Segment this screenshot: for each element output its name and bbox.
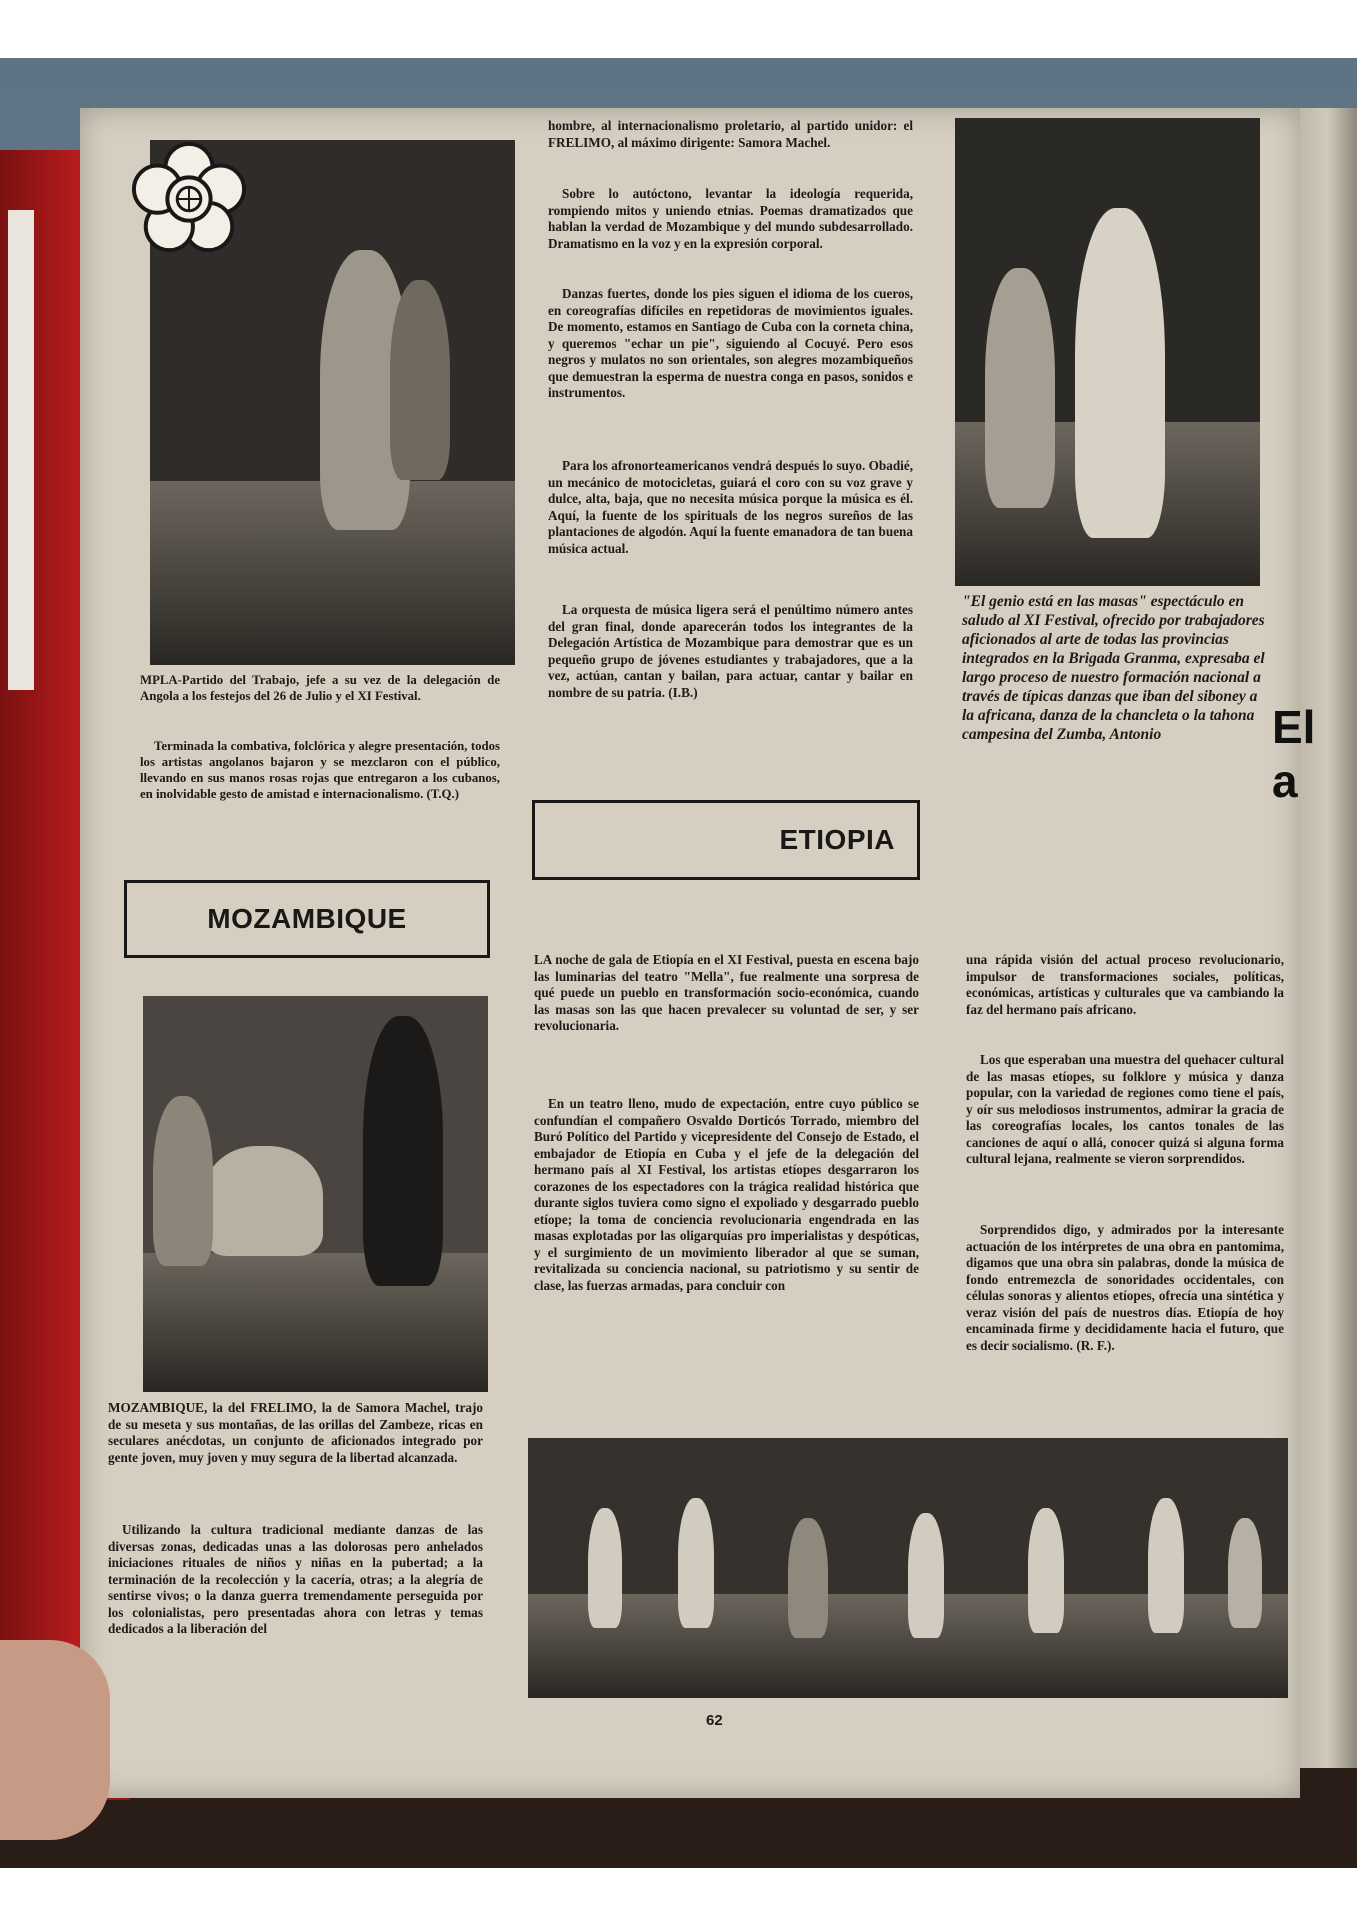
dancer-figure [985, 268, 1055, 508]
ideology-paragraph: Sobre lo autóctono, levantar la ideología requerida, rompiendo mitos y uniendo etnias. Poemas dramatizados que hablan la verdad de Mozambique y del mundo subdesarrollado. Dramatismo en la voz y en la expresión corporal. [548, 186, 913, 251]
etiopia-pantomime-paragraph: Sorprendidos digo, y admirados por la interesante actuación de los intérpretes de una obra en pantomima, digamos que una obra sin palabras, donde la música de fondo entremezcla de sonoridades occidentales, con células sonoras y alientos etíopes, ofrecía una sintética y veraz visión del país de nuestros días. Etiopía de hoy encaminada firme y decididamente hacia el futuro, que es decir socialismo. (R. F.). [966, 1222, 1284, 1353]
etiopia-intro-paragraph: LA noche de gala de Etiopía en el XI Festival, puesta en escena bajo las luminarias del teatro "Mella", fue realmente una sorpresa de qué puede un pueblo en transformación socio-económica, cuando las masas son las que hacen prevalecer su voluntad de ser, y ser revolucionaria. [534, 952, 919, 1033]
dancer-figure [1075, 208, 1165, 538]
dancer-figure [1228, 1518, 1262, 1628]
dancer-figure [153, 1096, 213, 1266]
mozambique-dancers-photo [143, 996, 488, 1392]
bottom-margin [0, 1868, 1357, 1920]
frelimo-paragraph: hombre, al internacionalismo proletario, al partido unidor: el FRELIMO, al máximo dirigente: Samora Machel. [548, 118, 913, 150]
page-number-wrap [706, 1712, 723, 1730]
etiopia-theatre-paragraph: En un teatro lleno, mudo de expectación, entre cuyo público se confundían el compañero Osvaldo Dorticós Torrado, miembro del Buró Político del Partido y vicepresidente del Consejo de Estado, el embajador de Etiopía en Cuba y el jefe de la delegación del hermano país al XI Festival, los artistas etíopes desgarraron los corazones de los espectadores con la trágica realidad histórica que durante siglos tuviera como signo el expoliado y desgarrado pueblo etíope; la toma de conciencia revolucionaria engendrada en las masas explotadas por las oligarquías pro imperialistas y despóticas, y el surgimiento de un movimiento liberador al que se suman, revitalizada su conciencia nacional, su patriotismo y su sentir de clase, las fuerzas armadas, para concluir con [534, 1096, 919, 1293]
etiopia-expectations-paragraph: Los que esperaban una muestra del quehacer cultural de las masas etíopes, su folklore y música y danza popular, con la variedad de regiones como tiene el país, y oír sus melodiosos instrumentos, admirar la gracia de las coreografías locales, los cantos tonales de las canciones de aquí o allá, conocer quizá si alguna forma cultural lejana, realmente se vieron sorprendidos. [966, 1052, 1284, 1166]
mozambique-intro-paragraph: MOZAMBIQUE, la del FRELIMO, la de Samora Machel, trajo de su meseta y sus montañas, de las orillas del Zambeze, ricas en seculares anécdotas, un conjunto de aficionados integrado por gente joven, muy joven y muy segura de la libertad alcanzada. [108, 1400, 483, 1465]
angola-closing-paragraph: Terminada la combativa, folclórica y alegre presentación, todos los artistas angolanos bajaron y se mezclaron con el público, llevando en sus manos rosas rojas que entregaron a los cubanos, en inolvidable gesto de amistad e internacionalismo. (T.Q.) [140, 739, 500, 801]
afroamerican-paragraph: Para los afronorteamericanos vendrá después lo suyo. Obadié, un mecánico de motocicletas, guiará el coro con su voz grave y dulce, alta, baja, que no necesita música porque la música es él. Aquí, la fuente de los spirituals de los negros sureños de las plantaciones de algodón. Aquí la fuente emanadora de tan buena música actual. [548, 458, 913, 556]
dancer-figure [908, 1513, 944, 1638]
dancer-figure [588, 1508, 622, 1628]
angola-photo-caption: MPLA-Partido del Trabajo, jefe a su vez de la delegación de Angola a los festejos del 26 de Julio y el XI Festival. [140, 673, 500, 703]
adjacent-page-headline: El a [1272, 701, 1316, 807]
adjacent-page-headline-wrap [1272, 700, 1352, 807]
etiopia-heading: ETIOPIA [779, 824, 895, 855]
dancer-figure [203, 1146, 323, 1256]
festival-flower-logo [130, 140, 248, 258]
mozambique-heading-box [124, 880, 490, 958]
orchestra-paragraph: La orquesta de música ligera será el penúltimo número antes del gran final, donde aparecerán todos los integrantes de la Delegación Artística de Mozambique para demostrar que es un pequeño grupo de jóvenes estudiantes y trabajadores, que a la vez, actúan, cantan y bailan, para actuar, cantar y bailar en nombre de su patria. (I.B.) [548, 602, 913, 700]
mozambique-traditions-paragraph: Utilizando la cultura tradicional mediante danzas de las diversas zonas, dedicadas unas a las dolorosas pero anhelados iniciaciones rituales de niños y niñas en la pubertad; a la terminación de la recolección y la cacería, otras; a la alegría de sentirse vivos; o la danza guerra tremendamente perseguida por los colonialistas, pero presentadas ahora con letras y temas dedicados a la liberación del [108, 1522, 483, 1636]
dancer-figure [678, 1498, 714, 1628]
binder-cloth [8, 210, 34, 690]
dancer-figure [390, 280, 450, 480]
dancer-figure [1148, 1498, 1184, 1633]
etiopia-process-paragraph: una rápida visión del actual proceso revolucionario, impulsor de transformaciones sociales, políticas, económicas, artísticas y culturales que va cambiando la faz del hermano país africano. [966, 952, 1284, 1017]
granma-brigade-dance-photo [955, 118, 1260, 586]
etiopia-stage-photo [528, 1438, 1288, 1698]
page-number: 62 [706, 1712, 723, 1729]
mozambique-heading: MOZAMBIQUE [207, 903, 407, 934]
dances-paragraph: Danzas fuertes, donde los pies siguen el idioma de los cueros, en coreografías difíciles en repetidoras de movimientos iguales. De momento, estamos en Santiago de Cuba con la corneta china, y queremos "echar un pie", siguiendo al Cocuyé. Pero esos negros y mulatos no son orientales, son alegres mozambiqueños que demuestran la esperma de nuestra conga en pasos, sonidos e instrumentos. [548, 286, 913, 400]
etiopia-heading-box [532, 800, 920, 880]
holding-finger [0, 1640, 110, 1840]
dancer-figure [1028, 1508, 1064, 1633]
granma-brigade-caption: "El genio está en las masas" espectáculo en saludo al XI Festival, ofrecido por trabajadores aficionados al arte de todas las provincias integrados en la Brigada Granma, expresaba el largo proceso de nuestro formación nacional a través de típicas danzas que iban del siboney a la africana, danza de la chancleta o la tahona campesina del Zumba, Antonio [962, 593, 1265, 743]
dancer-figure [363, 1016, 443, 1286]
dancer-figure [788, 1518, 828, 1638]
